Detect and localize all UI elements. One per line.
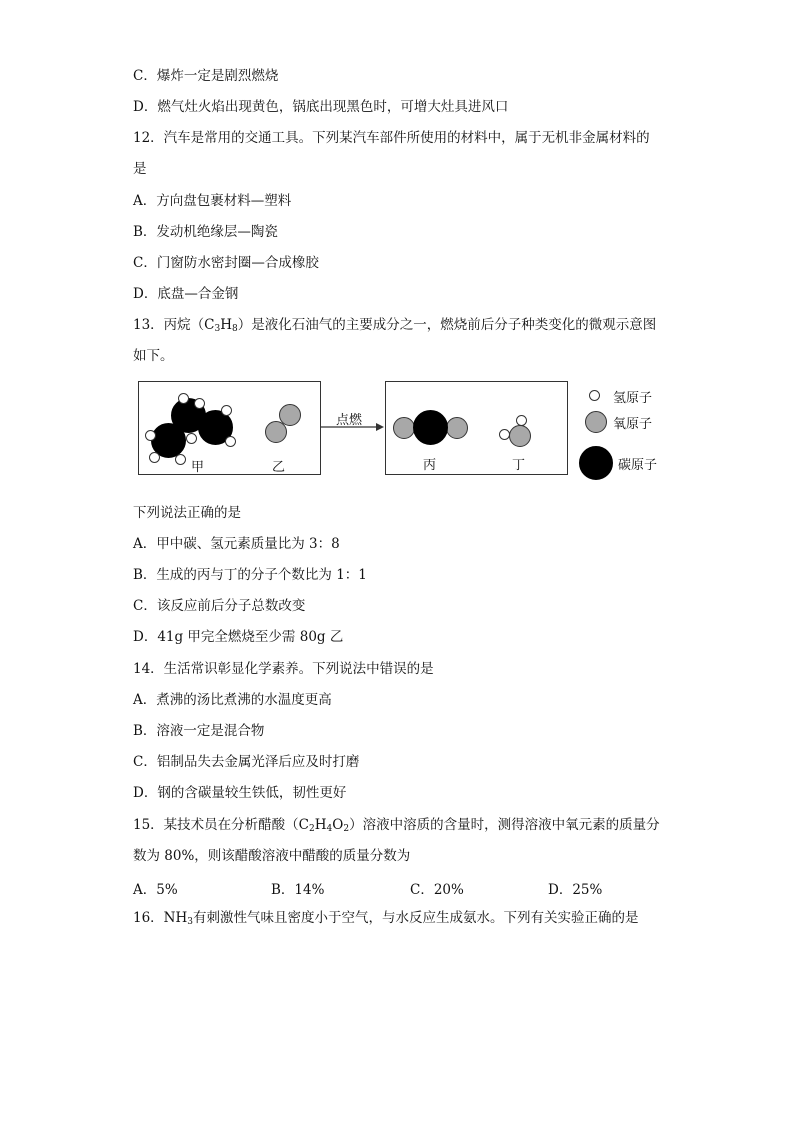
oxygen-atom (393, 417, 415, 439)
q15-option-b: B．14% (271, 882, 325, 898)
q12-option-d: D．底盘—合金钢 (133, 286, 239, 302)
q13-stem-line2: 如下。 (133, 348, 174, 364)
q13-option-a: A．甲中碳、氢元素质量比为 3：8 (133, 536, 340, 552)
reaction-arrow-icon (321, 421, 385, 433)
q15-sub: 2 (309, 824, 315, 834)
legend-hydrogen-label: 氢原子 (613, 391, 653, 406)
q12-option-c: C．门窗防水密封圈—合成橡胶 (133, 255, 319, 271)
legend-oxygen-label: 氧原子 (613, 417, 653, 432)
q13-prompt: 下列说法正确的是 (133, 505, 241, 521)
q11-option-c: C．爆炸一定是剧烈燃烧 (133, 68, 279, 84)
q15-stem-pre: 15．某技术员在分析醋酸（C (133, 817, 310, 833)
q13-stem-pre: 13．丙烷（C (133, 317, 215, 333)
q12-option-b: B．发动机绝缘层—陶瓷 (133, 224, 278, 240)
legend-hydrogen-icon (589, 390, 600, 401)
q12-option-a: A．方向盘包裹材料—塑料 (133, 193, 292, 209)
q15-sub: 4 (326, 824, 333, 834)
q14-option-d: D．钢的含碳量较生铁低，韧性更好 (133, 785, 347, 801)
oxygen-atom (265, 421, 287, 443)
hydrogen-atom (145, 430, 156, 441)
q15-h: H (314, 817, 327, 833)
q13-sub: 8 (232, 324, 238, 334)
q15-options (0, 878, 794, 896)
hydrogen-atom (149, 452, 160, 463)
label-ding: 丁 (512, 458, 526, 473)
q14-option-a: A．煮沸的汤比煮沸的水温度更高 (133, 692, 332, 708)
label-yi: 乙 (272, 460, 286, 475)
hydrogen-atom (221, 405, 232, 416)
q15-sub: 2 (343, 824, 350, 834)
hydrogen-atom (186, 433, 197, 444)
q15-stem-line2: 数为 80%，则该醋酸溶液中醋酸的质量分数为 (133, 848, 411, 864)
q16-pre: 16．NH (133, 910, 188, 926)
hydrogen-atom (225, 436, 236, 447)
q12-stem-line1: 12．汽车是常用的交通工具。下列某汽车部件所使用的材料中，属于无机非金属材料的 (133, 130, 650, 146)
q14-stem: 14．生活常识彰显化学素养。下列说法中错误的是 (133, 661, 434, 677)
q13-sub: 3 (214, 324, 221, 334)
hydrogen-atom (516, 415, 527, 426)
q16-sub: 3 (187, 917, 193, 927)
q14-option-c: C．铝制品失去金属光泽后应及时打磨 (133, 754, 360, 770)
q15-option-c: C．20% (410, 882, 464, 898)
q12-stem-line2: 是 (133, 161, 147, 177)
hydrogen-atom (499, 429, 510, 440)
q13-option-d: D．41g 甲完全燃烧至少需 80g 乙 (133, 629, 344, 645)
carbon-atom (413, 410, 448, 445)
hydrogen-atom (178, 393, 189, 404)
oxygen-atom (509, 425, 531, 447)
legend-oxygen-icon (585, 411, 607, 433)
q15-option-a: A．5% (133, 882, 178, 898)
q13-option-b: B．生成的丙与丁的分子个数比为 1：1 (133, 567, 367, 583)
q15-option-d: D．25% (548, 882, 603, 898)
legend-carbon-label: 碳原子 (618, 458, 658, 473)
q15-stem-line1 (133, 816, 660, 838)
q13-stem-line1 (133, 316, 656, 338)
q13-h: H (220, 317, 233, 333)
label-bing: 丙 (423, 458, 437, 473)
oxygen-atom (446, 417, 468, 439)
q16-post: 有刺激性气味且密度小于空气，与水反应生成氨水。下列有关实验正确的是 (193, 910, 639, 926)
arrow-label-ignite: 点燃 (336, 413, 363, 428)
q13-option-c: C．该反应前后分子总数改变 (133, 598, 306, 614)
hydrogen-atom (175, 454, 186, 465)
legend-carbon-icon (579, 446, 613, 480)
q15-stem-post: ）溶液中溶质的含量时，测得溶液中氧元素的质量分 (349, 817, 660, 833)
q15-o: O (332, 817, 344, 833)
q11-option-d: D．燃气灶火焰出现黄色，锅底出现黑色时，可增大灶具进风口 (133, 99, 509, 115)
q16-stem (133, 909, 639, 931)
q14-option-b: B．溶液一定是混合物 (133, 723, 265, 739)
label-jia: 甲 (191, 460, 205, 475)
hydrogen-atom (194, 398, 205, 409)
q13-stem-post: ）是液化石油气的主要成分之一，燃烧前后分子种类变化的微观示意图 (237, 317, 657, 333)
